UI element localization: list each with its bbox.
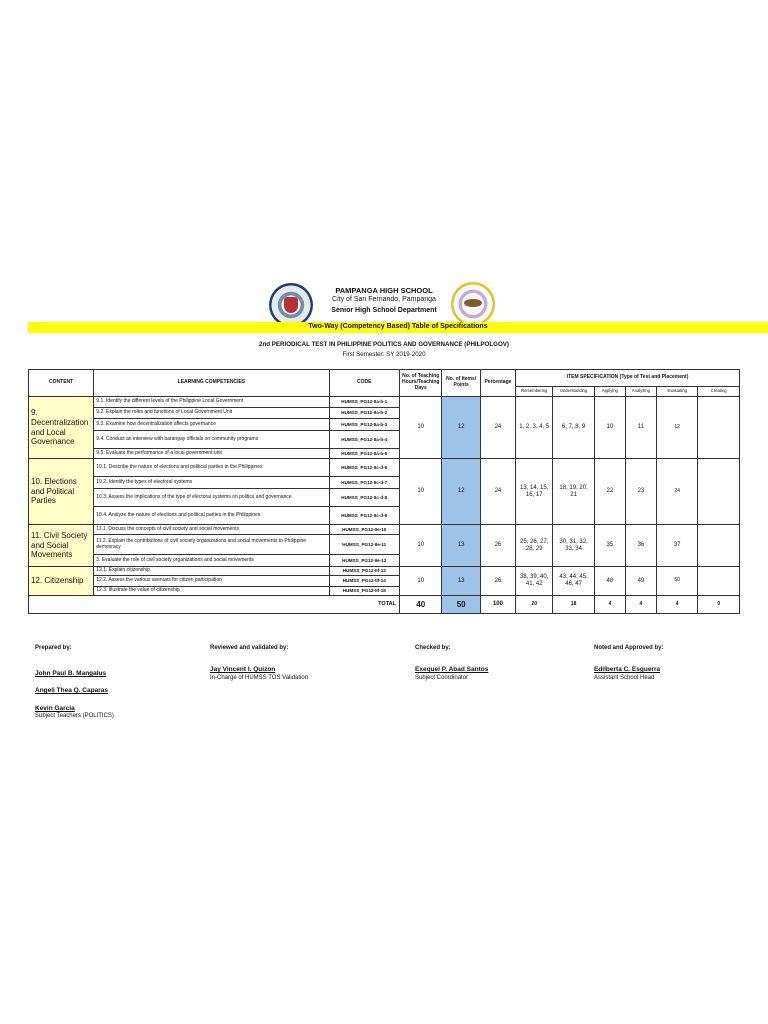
- spec-remembering: 1, 2, 3, 4, 5: [516, 397, 553, 459]
- code-cell: HUMSS_PG12-IIa-b-3: [329, 419, 399, 431]
- code-cell: HUMSS_PG12-IIc-d-9: [329, 507, 399, 525]
- table-row: [29, 397, 740, 408]
- spec-creating: [698, 397, 740, 459]
- table-row: [29, 459, 740, 477]
- code-cell: HUMSS_PG12-IIe-11: [329, 535, 399, 555]
- content-cell: 10. Elections and Political Parties: [29, 459, 94, 525]
- hours-cell: 10: [400, 567, 442, 596]
- header-item-specification: ITEM SPECIFICATION (Type of Test and Placement): [516, 370, 740, 387]
- prepared-by-label: Prepared by:: [35, 645, 72, 651]
- spec-evaluating: 37: [656, 525, 697, 567]
- header-level: Evaluating: [656, 387, 697, 397]
- spec-applying: 22: [594, 459, 625, 525]
- total-items: 50: [442, 596, 480, 614]
- school-name: PAMPANGA HIGH SCHOOL: [335, 286, 433, 295]
- checked-by-label: Checked by:: [415, 645, 451, 651]
- test-title: 2nd PERIODICAL TEST IN PHILIPPINE POLITICS AND GOVERNANCE (PHILPOLGOV): [259, 341, 509, 348]
- header-code: CODE: [329, 370, 399, 397]
- spec-applying: 35: [594, 525, 625, 567]
- spec-understanding: 6, 7, 8, 9: [553, 397, 594, 459]
- reviewed-by-label: Reviewed and validated by:: [210, 645, 289, 651]
- competency-cell: 12.2. Assess the various avenues for citizen participation: [94, 576, 329, 587]
- approver-name: Edilberta C. Esguerra: [594, 666, 661, 673]
- hours-cell: 10: [400, 525, 442, 567]
- total-understanding: 18: [553, 596, 594, 614]
- spec-applying: 10: [594, 397, 625, 459]
- total-remembering: 20: [516, 596, 553, 614]
- total-creating: 0: [698, 596, 740, 614]
- checker-title: Subject Coordinator: [415, 675, 469, 681]
- checker-name: Exequel P. Abad Santos: [415, 666, 489, 673]
- code-cell: HUMSS_PG12-IIf-13: [329, 567, 399, 576]
- percentage-cell: 26: [480, 567, 515, 596]
- reviewer-name: Jay Vincent I. Quizon: [210, 666, 276, 673]
- code-cell: HUMSS_PG12-IIc-d-7: [329, 477, 399, 489]
- total-applying: 4: [594, 596, 625, 614]
- banner-title: Two-Way (Competency Based) Table of Specifications: [308, 323, 488, 330]
- code-cell: HUMSS_PG12-IIe-12: [329, 555, 399, 567]
- code-cell: HUMSS_PG12-IIe-10: [329, 525, 399, 535]
- percentage-cell: 24: [480, 459, 515, 525]
- spec-creating: [698, 567, 740, 596]
- code-cell: HUMSS_PG12-IIa-b-2: [329, 408, 399, 419]
- specifications-table: [28, 369, 740, 614]
- competency-cell: 3. Evaluate the role of civil society organizations and social movements: [94, 555, 329, 567]
- code-cell: HUMSS_PG12-IIa-b-5: [329, 449, 399, 459]
- competency-cell: 9.1. Identify the different levels of the Philippine Local Government: [94, 397, 329, 408]
- items-cell: 13: [442, 525, 480, 567]
- preparers-title: Subject Teachers (POLITICS): [35, 713, 114, 719]
- spec-evaluating: 50: [656, 567, 697, 596]
- competency-cell: 10.1. Describe the nature of elections and political parties in the Philippines: [94, 459, 329, 477]
- competency-cell: 10.2. Identify the types of electoral systems: [94, 477, 329, 489]
- title-banner: [28, 322, 768, 333]
- spec-applying: 48: [594, 567, 625, 596]
- competency-cell: 10.3. Assess the implications of the type of electoral systems on politics and governance: [94, 489, 329, 507]
- code-cell: HUMSS_PG12-IIa-b-1: [329, 397, 399, 408]
- total-percentage: 100: [480, 596, 515, 614]
- table-row: [29, 567, 740, 576]
- competency-cell: 9.2. Explain the roles and functions of Local Government Unit: [94, 408, 329, 419]
- spec-evaluating: 24: [656, 459, 697, 525]
- header-percentage: Percentage: [480, 370, 515, 397]
- preparer-name: Kevin Garcia: [35, 705, 75, 712]
- spec-remembering: 13, 14, 15, 16, 17: [516, 459, 553, 525]
- spec-creating: [698, 525, 740, 567]
- hours-cell: 10: [400, 397, 442, 459]
- spec-analyzing: 49: [625, 567, 656, 596]
- items-cell: 12: [442, 397, 480, 459]
- code-cell: HUMSS_PG12-IIf-14: [329, 576, 399, 587]
- spec-understanding: 18, 19, 20, 21: [553, 459, 594, 525]
- header-level: Remembering: [516, 387, 553, 397]
- approver-title: Assistant School Head: [594, 675, 655, 681]
- total-row: [29, 596, 740, 614]
- competency-cell: 10.4. Analyze the nature of elections and political parties in the Philippines: [94, 507, 329, 525]
- spec-understanding: 30, 31, 32, 33, 34: [553, 525, 594, 567]
- total-analyzing: 4: [625, 596, 656, 614]
- header-level: Analyzing: [625, 387, 656, 397]
- header-level: Applying: [594, 387, 625, 397]
- spec-remembering: 38, 39, 40, 41, 42: [516, 567, 553, 596]
- header-competencies: LEARNING COMPETENCIES: [94, 370, 329, 397]
- content-cell: 9. Decentralization and Local Governance: [29, 397, 94, 459]
- header-hours: No. of Teaching Hours/Teaching Days: [400, 370, 442, 397]
- percentage-cell: 26: [480, 525, 515, 567]
- total-label: TOTAL: [29, 596, 400, 614]
- items-cell: 13: [442, 567, 480, 596]
- header-content: CONTENT: [29, 370, 94, 397]
- competency-cell: 9.3. Examine how decentralization affects governance: [94, 419, 329, 431]
- preparer-name: Angeli Thea Q. Caparas: [35, 687, 108, 694]
- items-cell: 12: [442, 459, 480, 525]
- code-cell: HUMSS_PG12-IIc-d-6: [329, 459, 399, 477]
- competency-cell: 11.1. Discuss the concepts of civil society and social movements: [94, 525, 329, 535]
- code-cell: HUMSS_PG12-IIc-d-8: [329, 489, 399, 507]
- competency-cell: 11.2. Explain the contributions of civil society organizations and social movements to Philippine democracy: [94, 535, 329, 555]
- header-items: No. of Items/ Points: [442, 370, 480, 397]
- preparer-name: John Paul B. Mangalus: [35, 670, 107, 677]
- code-cell: HUMSS_PG12-IIf-15: [329, 587, 399, 596]
- spec-analyzing: 23: [625, 459, 656, 525]
- hours-cell: 10: [400, 459, 442, 525]
- spec-analyzing: 11: [625, 397, 656, 459]
- competency-cell: 12.1. Explain citizenship: [94, 567, 329, 576]
- school-city: City of San Fernando, Pampanga: [332, 296, 436, 303]
- semester-label: First Semester: SY 2019-2020: [342, 351, 426, 358]
- competency-cell: 12.3. Illustrate the value of citizenship: [94, 587, 329, 596]
- table-row: [29, 525, 740, 535]
- code-cell: HUMSS_PG12-IIa-b-4: [329, 431, 399, 449]
- percentage-cell: 24: [480, 397, 515, 459]
- content-cell: 12. Citizenship: [29, 567, 94, 596]
- school-department: Senior High School Department: [331, 307, 437, 314]
- total-hours: 40: [400, 596, 442, 614]
- header-level: Understanding: [553, 387, 594, 397]
- spec-creating: [698, 459, 740, 525]
- spec-remembering: 25, 26, 27, 28, 29: [516, 525, 553, 567]
- spec-understanding: 43, 44, 45, 46, 47: [553, 567, 594, 596]
- spec-evaluating: 12: [656, 397, 697, 459]
- competency-cell: 9.4. Conduct an interview with barangay officials on community programs: [94, 431, 329, 449]
- content-cell: 11. Civil Society and Social Movements: [29, 525, 94, 567]
- competency-cell: 9.5. Evaluate the performance of a local government unit: [94, 449, 329, 459]
- spec-analyzing: 36: [625, 525, 656, 567]
- header-level: Creating: [698, 387, 740, 397]
- reviewer-title: In-Charge of HUMSS TOS Validation: [210, 675, 309, 681]
- total-evaluating: 4: [656, 596, 697, 614]
- noted-by-label: Noted and Approved by:: [594, 645, 664, 651]
